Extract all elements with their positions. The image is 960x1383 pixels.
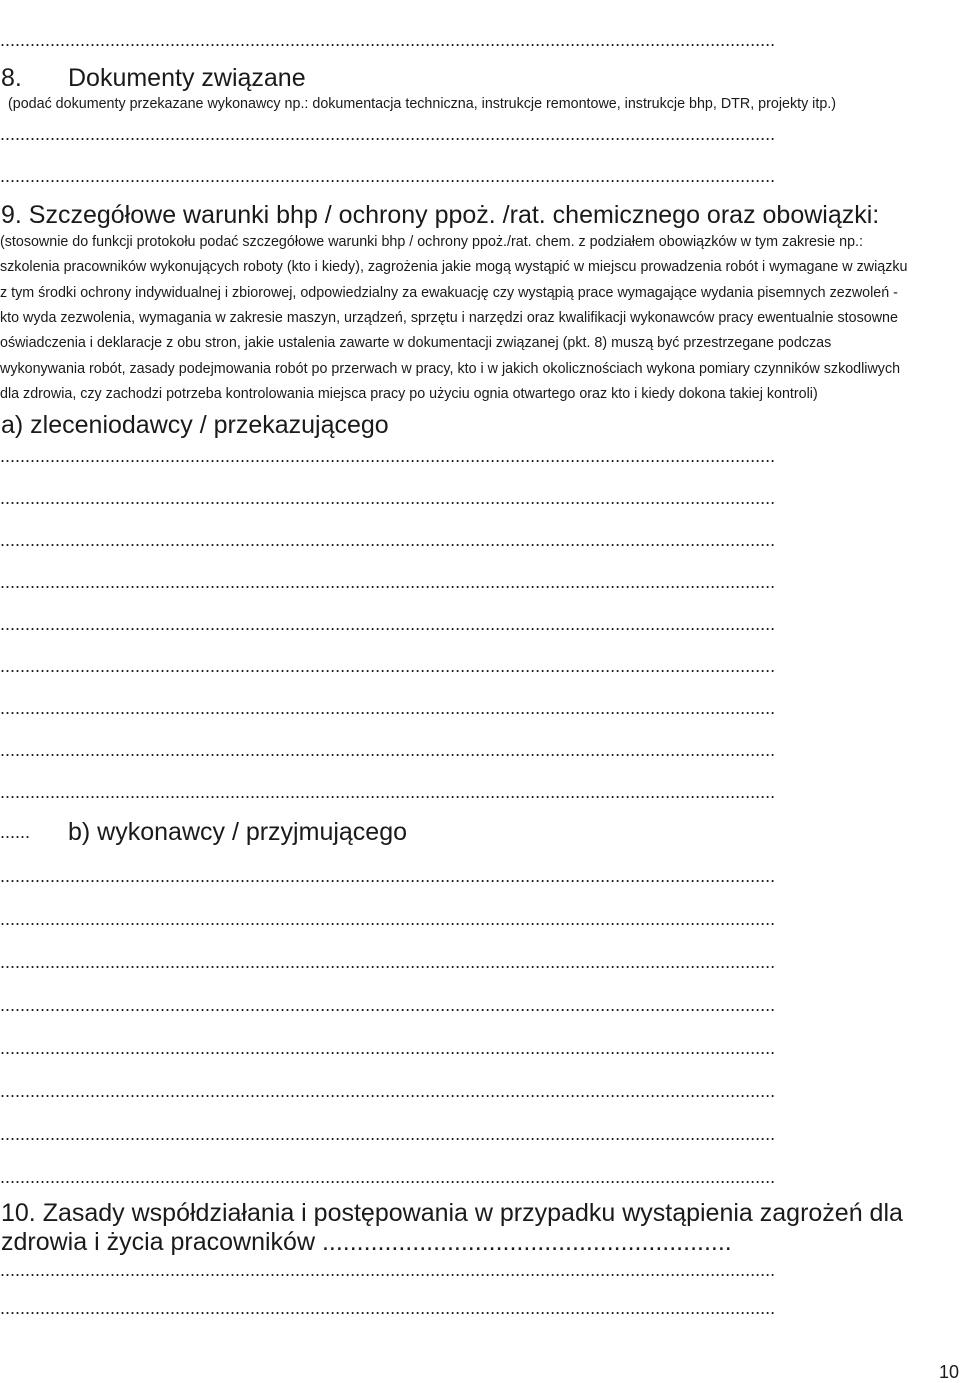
subsection-b-heading: b) wykonawcy / przyjmującego xyxy=(68,818,408,846)
section-9-instruction-line: szkolenia pracowników wykonujących roboty (kto i kiedy), zagrożenia jakie mogą wystąpić w miejscu prowadzenia robót i wymagane w związku xyxy=(0,259,908,275)
dotted-fill-line: ........................................................................................................................................................... xyxy=(0,866,776,886)
dotted-fill-line: ........................................................................................................................................................... xyxy=(0,995,776,1015)
dotted-fill-line: ........................................................................................................................................................... xyxy=(0,1038,776,1058)
section-9-instruction-line: dla zdrowia, czy zachodzi potrzeba kontrolowania miejsca pracy po użyciu ognia otwartego oraz kto i kiedy dokona takiej kontroli) xyxy=(0,386,818,402)
dotted-fill-line: ........................................................................................................................................................... xyxy=(0,1167,776,1187)
section-9-instruction-line: oświadczenia i deklaracje z obu stron, jakie ustalenia zawarte w dokumentacji związanej (pkt. 8) muszą być przestrzegane podczas xyxy=(0,335,832,351)
page-number: 10 xyxy=(939,1362,960,1382)
dotted-fill-line: ........................................................................................................................................................... xyxy=(0,166,776,186)
dotted-fill-line: ........................................................................................................................................................... xyxy=(0,488,776,508)
dotted-fill-line: ........................................................................................................................................................... xyxy=(0,446,776,466)
dotted-fill-line: ........................................................................................................................................................... xyxy=(0,909,776,929)
section-8-number: 8. xyxy=(1,64,22,92)
subsection-a-heading: a) zleceniodawcy / przekazującego xyxy=(1,411,389,439)
section-10-title-continued: zdrowia i życia pracowników ........................................................... xyxy=(1,1228,732,1256)
section-9-instruction-line: wykonywania robót, zasady podejmowania robót po przerwach w pracy, kto i w jakich okolicznościach wykona pomiary czynników szkodliwych xyxy=(0,361,901,377)
dotted-fill-line: ........................................................................................................................................................... xyxy=(0,698,776,718)
dotted-fill-line: ........................................................................................................................................................... xyxy=(0,1124,776,1144)
subsection-b-prefix-dots: ...... xyxy=(0,822,31,842)
section-9-instruction-line: z tym środki ochrony indywidualnej i zbiorowej, odpowiedzialny za ewakuację czy wystąpią prace wymagające wydania pisemnych zezwoleń - xyxy=(0,285,898,301)
dotted-fill-line: ........................................................................................................................................................... xyxy=(0,614,776,634)
dotted-fill-line: ........................................................................................................................................................... xyxy=(0,656,776,676)
section-9-instruction-line: kto wyda zezwolenia, wymagania w zakresie maszyn, urządzeń, sprzętu i narzędzi oraz kwalifikacji wykonawców pracy ewentualnie stosowne xyxy=(0,310,898,326)
section-8-note: (podać dokumenty przekazane wykonawcy np.: dokumentacja techniczna, instrukcje remontowe, instrukcje bhp, DTR, projekty itp.) xyxy=(8,96,837,112)
dotted-fill-line: ........................................................................................................................................................... xyxy=(0,740,776,760)
section-10-title: 10. Zasady współdziałania i postępowania w przypadku wystąpienia zagrożeń dla xyxy=(1,1199,903,1227)
dotted-fill-line: ........................................................................................................................................................... xyxy=(0,952,776,972)
dotted-fill-line: ........................................................................................................................................................... xyxy=(0,530,776,550)
dotted-fill-line: ........................................................................................................................................................... xyxy=(0,1298,776,1318)
dotted-fill-line: ........................................................................................................................................................... xyxy=(0,572,776,592)
section-9-title: 9. Szczegółowe warunki bhp / ochrony ppoż. /rat. chemicznego oraz obowiązki: xyxy=(1,201,880,229)
dotted-fill-line: ........................................................................................................................................................... xyxy=(0,782,776,802)
section-9-instruction-line: (stosownie do funkcji protokołu podać szczegółowe warunki bhp / ochrony ppoż./rat. chem. z podziałem obowiązków w tym zakresie np.: xyxy=(0,234,864,250)
dotted-fill-line: ........................................................................................................................................................... xyxy=(0,124,776,144)
dotted-fill-line: ........................................................................................................................................................... xyxy=(0,1260,776,1280)
dotted-fill-line: ........................................................................................................................................................... xyxy=(0,30,776,50)
section-8-title: Dokumenty związane xyxy=(68,64,306,92)
dotted-fill-line: ........................................................................................................................................................... xyxy=(0,1081,776,1101)
